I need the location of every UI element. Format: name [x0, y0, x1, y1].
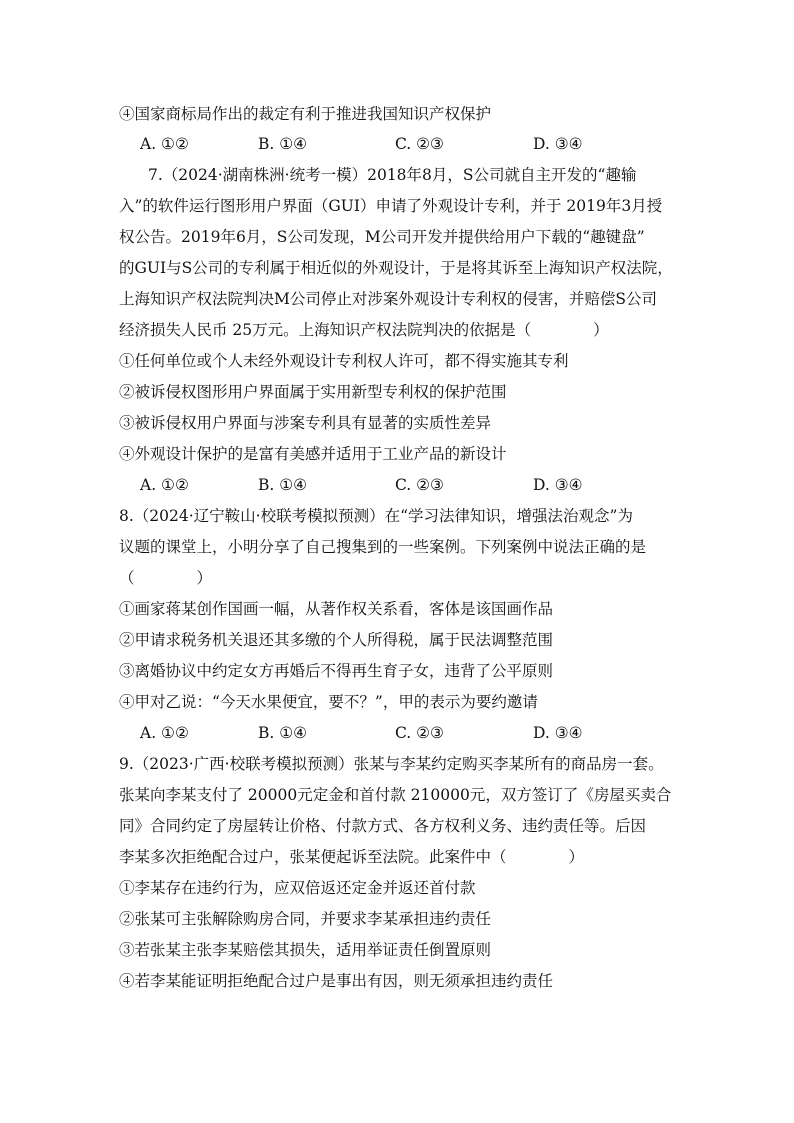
- q9-item-4: ④若李某能证明拒绝配合过户是事出有因，则无须承担违约责任: [119, 972, 554, 990]
- q7-option-c: C. ②③: [395, 476, 444, 494]
- q7-item-1: ①任何单位或个人未经外观设计专利权人许可，都不得实施其专利: [119, 352, 569, 370]
- q7-option-a: A. ①②: [140, 476, 189, 494]
- q7-option-d: D. ③④: [533, 476, 583, 494]
- q6-item-4: ④国家商标局作出的裁定有利于推进我国知识产权保护: [119, 105, 492, 123]
- q8-option-d: D. ③④: [533, 724, 583, 742]
- q9-item-3: ③若张某主张李某赔偿其损失，适用举证责任倒置原则: [119, 941, 492, 959]
- q8-option-b: B. ①④: [258, 724, 308, 742]
- q6-option-c: C. ②③: [395, 135, 444, 153]
- q7-stem-line: 入”的软件运行图形用户界面（GUI）申请了外观设计专利，并于 2019年3月授: [119, 197, 663, 215]
- q8-item-2: ②甲请求税务机关退还其多缴的个人所得税，属于民法调整范围: [119, 631, 554, 649]
- q9-stem-line: 张某向李某支付了 20000元定金和首付款 210000元，双方签订了《房屋买卖合: [119, 786, 672, 804]
- q6-option-a: A. ①②: [140, 135, 189, 153]
- q8-stem-line: （ ）: [119, 569, 213, 587]
- q7-stem-line: 经济损失人民币 25万元。上海知识产权法院判决的依据是（ ）: [119, 321, 609, 339]
- q9-stem-line: 李某多次拒绝配合过户，张某便起诉至法院。此案件中（ ）: [119, 848, 585, 866]
- q8-stem-line: 8.（2024·辽宁鞍山·校联考模拟预测）在“学习法律知识，增强法治观念”为: [119, 507, 633, 525]
- q8-item-4: ④甲对乙说：“今天水果便宜，要不？”，甲的表示为要约邀请: [119, 693, 538, 711]
- q9-stem-line: 同》合同约定了房屋转让价格、付款方式、各方权利义务、违约责任等。后因: [119, 817, 647, 835]
- q8-option-c: C. ②③: [395, 724, 444, 742]
- q6-option-b: B. ①④: [258, 135, 308, 153]
- q8-stem-line: 议题的课堂上，小明分享了自己搜集到的一些案例。下列案例中说法正确的是: [119, 538, 647, 556]
- q9-item-2: ②张某可主张解除购房合同，并要求李某承担违约责任: [119, 910, 492, 928]
- q9-stem-line: 9.（2023·广西·校联考模拟预测）张某与李某约定购买李某所有的商品房一套。: [119, 755, 664, 773]
- q9-item-1: ①李某存在违约行为，应双倍返还定金并返还首付款: [119, 879, 476, 897]
- q8-item-3: ③离婚协议中约定女方再婚后不得再生育子女，违背了公平原则: [119, 662, 554, 680]
- q7-item-2: ②被诉侵权图形用户界面属于实用新型专利权的保护范围: [119, 383, 507, 401]
- q7-stem-line: 7.（2024·湖南株洲·统考一模）2018年8月，S公司就自主开发的“趣输: [148, 166, 637, 184]
- q7-stem-line: 的GUI与S公司的专利属于相近似的外观设计，于是将其诉至上海知识产权法院，: [119, 259, 673, 277]
- q8-option-a: A. ①②: [140, 724, 189, 742]
- q8-item-1: ①画家蒋某创作国画一幅，从著作权关系看，客体是该国画作品: [119, 600, 554, 618]
- q7-stem-line: 权公告。2019年6月，S公司发现，M公司开发并提供给用户下载的“趣键盘”: [119, 228, 645, 246]
- q6-option-d: D. ③④: [533, 135, 583, 153]
- q7-option-b: B. ①④: [258, 476, 308, 494]
- q7-stem-line: 上海知识产权法院判决M公司停止对涉案外观设计专利权的侵害，并赔偿S公司: [119, 290, 657, 308]
- q7-item-4: ④外观设计保护的是富有美感并适用于工业产品的新设计: [119, 445, 507, 463]
- q7-item-3: ③被诉侵权用户界面与涉案专利具有显著的实质性差异: [119, 414, 492, 432]
